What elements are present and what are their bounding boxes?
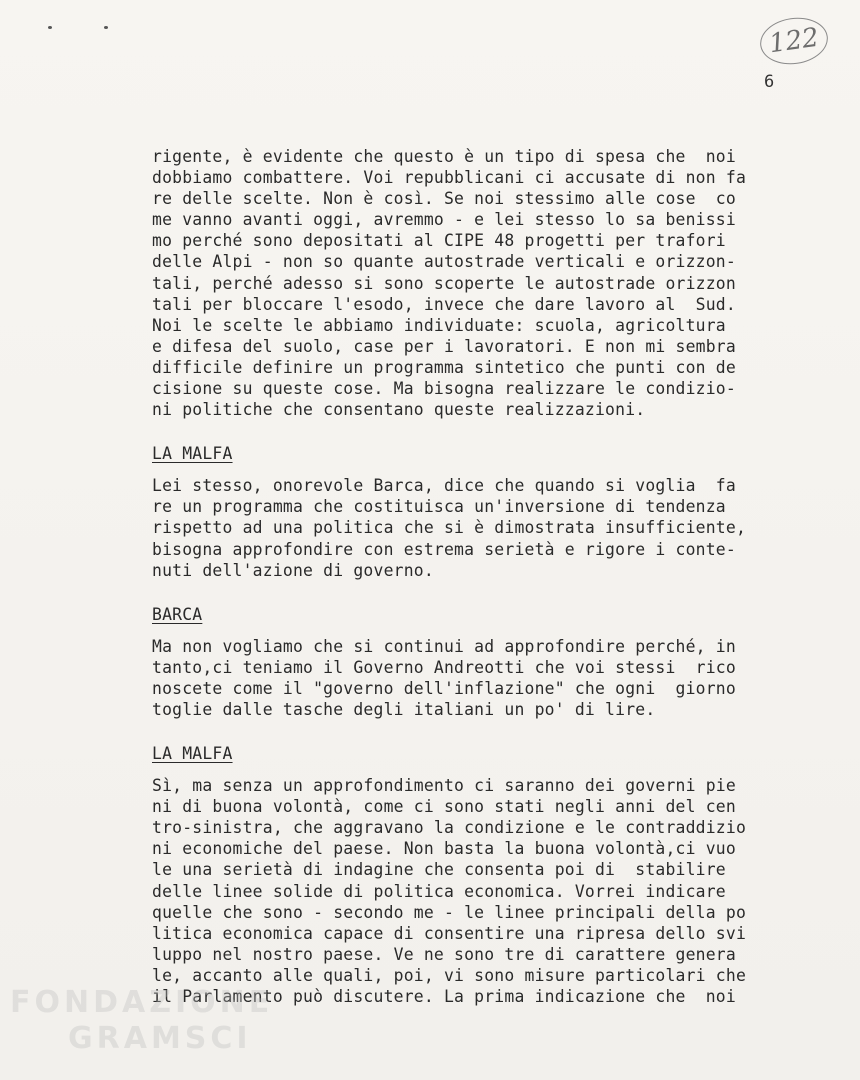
archive-watermark: [10, 985, 273, 1057]
text-line: noscete come il "governo dell'inflazione" che ogni giorno: [152, 678, 736, 698]
text-line: tali, perché adesso si sono scoperte le autostrade orizzon: [152, 273, 736, 293]
ink-speck: [104, 26, 108, 29]
paragraph-la-malfa-2: [152, 775, 792, 1007]
text-line: ni politiche che consentano queste realizzazioni.: [152, 400, 646, 420]
typed-text-body: [152, 146, 792, 1007]
text-line: me vanno avanti oggi, avremmo - e lei stesso lo sa benissi: [152, 210, 736, 230]
text-line: dobbiamo combattere. Voi repubblicani ci accusate di non fa: [152, 168, 747, 188]
text-line: re delle scelte. Non è così. Se noi stessimo alle cose co: [152, 189, 736, 209]
text-line: mo perché sono depositati al CIPE 48 progetti per trafori: [152, 231, 726, 251]
text-line: quelle che sono - secondo me - le linee principali della po: [152, 902, 747, 922]
text-line: Sì, ma senza un approfondimento ci saranno dei governi pie: [152, 776, 736, 796]
text-line: ni economiche del paese. Non basta la buona volontà,ci vuo: [152, 839, 736, 859]
watermark-line: FONDAZIONE: [10, 985, 274, 1020]
speaker-label-la-malfa: LA MALFA: [152, 444, 233, 464]
text-line: le una serietà di indagine che consenta poi di stabilire: [152, 860, 726, 880]
text-line: Ma non vogliamo che si continui ad approfondire perché, in: [152, 636, 736, 656]
text-line: rigente, è evidente che questo è un tipo di spesa che noi: [152, 147, 736, 166]
text-line: tro-sinistra, che aggravano la condizione e le contraddizio: [152, 818, 747, 838]
text-line: Lei stesso, onorevole Barca, dice che quando si voglia fa: [152, 476, 736, 496]
text-line: ni di buona volontà, come ci sono stati negli anni del cen: [152, 797, 736, 817]
text-line: rispetto ad una politica che si è dimostrata insufficiente,: [152, 518, 747, 538]
text-line: le, accanto alle quali, poi, vi sono misure particolari che: [152, 965, 747, 985]
ink-speck: [48, 26, 52, 29]
text-line: il Parlamento può discutere. La prima indicazione che noi: [152, 987, 736, 1006]
text-line: cisione su queste cose. Ma bisogna realizzare le condizio-: [152, 379, 736, 399]
text-line: re un programma che costituisca un'inversione di tendenza: [152, 497, 726, 517]
text-line: e difesa del suolo, case per i lavoratori. E non mi sembra: [152, 336, 736, 356]
speaker-label-barca: BARCA: [152, 604, 203, 624]
paragraph-barca-2: [152, 636, 792, 720]
text-line: toglie dalle tasche degli italiani un po' di lire.: [152, 699, 656, 719]
text-line: tali per bloccare l'esodo, invece che dare lavoro al Sud.: [152, 294, 736, 314]
text-line: luppo nel nostro paese. Ve ne sono tre di carattere genera: [152, 944, 736, 964]
paragraph-la-malfa-1: [152, 475, 792, 580]
text-line: delle Alpi - non so quante autostrade verticali e orizzon-: [152, 252, 736, 272]
text-line: difficile definire un programma sintetico che punti con de: [152, 357, 736, 377]
text-line: tanto,ci teniamo il Governo Andreotti che voi stessi rico: [152, 657, 736, 677]
text-line: bisogna approfondire con estrema serietà e rigore i conte-: [152, 539, 736, 559]
archive-number-stamp: 122: [757, 13, 831, 68]
text-line: nuti dell'azione di governo.: [152, 560, 434, 580]
text-line: Noi le scelte le abbiamo individuate: scuola, agricoltura: [152, 315, 726, 335]
text-line: litica economica capace di consentire una ripresa dello svi: [152, 923, 747, 943]
page-number: 6: [764, 72, 775, 92]
text-line: delle linee solide di politica economica. Vorrei indicare: [152, 881, 726, 901]
watermark-line: GRAMSCI: [68, 1021, 252, 1056]
paragraph-barca-continued: [152, 146, 792, 420]
speaker-label-la-malfa: LA MALFA: [152, 744, 233, 764]
